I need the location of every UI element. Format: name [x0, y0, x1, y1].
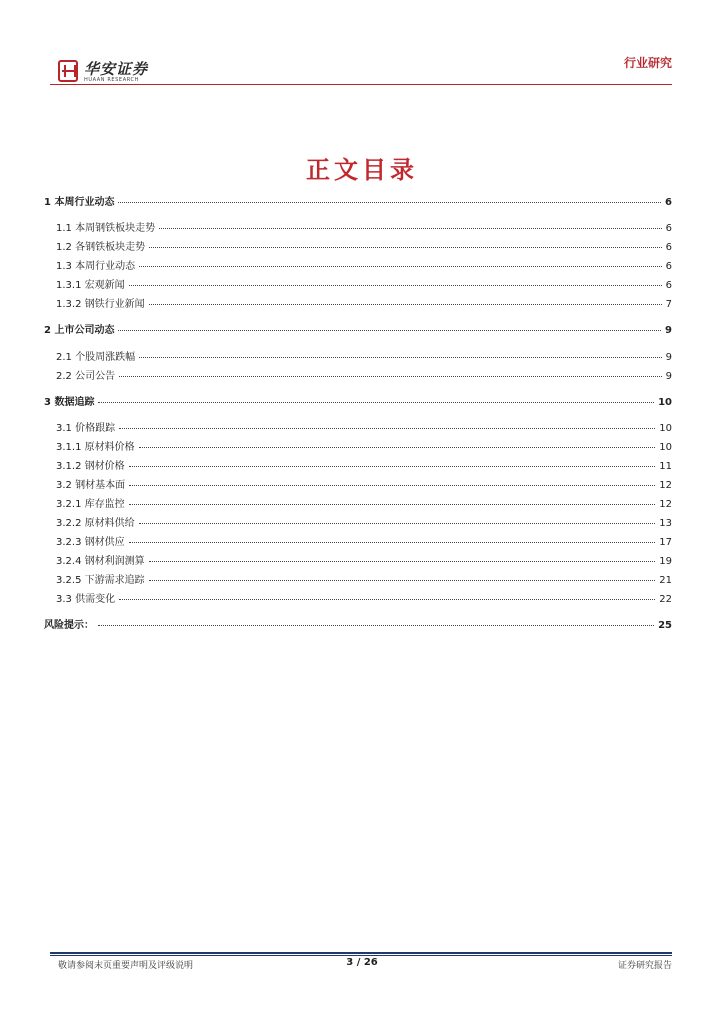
toc-entry-label: 3.2.5 下游需求追踪 [56, 575, 145, 586]
toc-entry[interactable] [44, 325, 672, 337]
toc-entry[interactable] [56, 480, 672, 492]
toc-entry-page: 6 [665, 261, 672, 272]
toc-entry[interactable] [56, 442, 672, 454]
toc-entry-label: 3.2.3 钢材供应 [56, 537, 125, 548]
toc-entry-page: 6 [665, 242, 672, 253]
toc-entry-label: 3.2.2 原材料供给 [56, 518, 135, 529]
toc-entry-page: 9 [665, 371, 672, 382]
toc-leader-dots [129, 466, 656, 467]
toc-leader-dots [98, 625, 654, 626]
toc-leader-dots [129, 485, 655, 486]
toc-entry-label: 1.1 本周钢铁板块走势 [56, 223, 156, 234]
toc-entry[interactable] [56, 280, 672, 292]
toc-entry-page: 25 [658, 620, 672, 631]
toc-leader-dots [139, 523, 656, 524]
toc-entry[interactable] [56, 352, 672, 364]
toc-entry-page: 9 [665, 352, 672, 363]
toc-leader-dots [149, 580, 656, 581]
toc-entry[interactable] [56, 423, 672, 435]
toc-entry[interactable] [56, 499, 672, 511]
toc-entry-page: 7 [665, 299, 672, 310]
toc-entry[interactable] [56, 518, 672, 530]
toc-entry-page: 6 [665, 197, 672, 208]
report-type: 行业研究 [623, 56, 672, 70]
toc-leader-dots [129, 285, 662, 286]
toc-entry-page: 9 [665, 325, 672, 336]
toc-entry-page: 10 [659, 423, 672, 434]
toc-leader-dots [118, 330, 661, 331]
toc-leader-dots [149, 247, 662, 248]
toc-leader-dots [129, 504, 656, 505]
toc-entry-label: 2 上市公司动态 [44, 325, 115, 336]
toc-entry[interactable] [56, 594, 672, 606]
toc-entry-page: 6 [665, 280, 672, 291]
company-logo [58, 58, 198, 90]
toc-entry-label: 3.2 钢材基本面 [56, 480, 126, 491]
toc-entry[interactable] [56, 299, 672, 311]
toc-entry-page: 17 [659, 537, 672, 548]
toc-entry-page: 10 [658, 397, 672, 408]
toc-leader-dots [139, 447, 656, 448]
logo-subtitle: HUAAN RESEARCH [84, 77, 139, 83]
toc-entry[interactable] [44, 197, 672, 209]
footer-disclaimer: 敬请参阅末页重要声明及评级说明 [58, 961, 194, 971]
logo-name: 华安证券 [84, 60, 149, 78]
toc-leader-dots [139, 266, 662, 267]
toc-leader-dots [119, 599, 655, 600]
toc-entry-page: 12 [659, 499, 672, 510]
footer-report-label: 证券研究报告 [617, 961, 672, 971]
toc-entry-label: 3.3 供需变化 [56, 594, 116, 605]
toc-entry-label: 3.1 价格跟踪 [56, 423, 116, 434]
toc-entry[interactable] [56, 223, 672, 235]
toc-entry-label: 1.3.1 宏观新闻 [56, 280, 125, 291]
toc-leader-dots [149, 561, 656, 562]
toc-title: 正文目录 [306, 155, 418, 184]
toc-entry-page: 12 [659, 480, 672, 491]
toc-entry-label: 3.2.4 钢材利润测算 [56, 556, 145, 567]
toc-entry-label: 3.1.1 原材料价格 [56, 442, 135, 453]
toc-entry-page: 6 [665, 223, 672, 234]
toc-entry-label: 风险提示： [44, 620, 94, 631]
toc-entry-page: 11 [659, 461, 672, 472]
toc-entry[interactable] [44, 620, 672, 632]
toc-entry-page: 13 [659, 518, 672, 529]
toc-entry-label: 2.2 公司公告 [56, 371, 116, 382]
toc-entry-label: 1.3 本周行业动态 [56, 261, 136, 272]
logo-seal-icon [58, 60, 78, 82]
toc-leader-dots [118, 202, 661, 203]
toc-entry[interactable] [56, 575, 672, 587]
toc-entry[interactable] [56, 461, 672, 473]
toc-entry-page: 19 [659, 556, 672, 567]
toc-entry-page: 10 [659, 442, 672, 453]
toc-entry-label: 1.2 各钢铁板块走势 [56, 242, 146, 253]
toc-entry[interactable] [56, 537, 672, 549]
footer-divider-thin [50, 955, 672, 956]
header-divider [50, 84, 672, 85]
toc-leader-dots [98, 402, 654, 403]
page-header [0, 0, 724, 100]
toc-entry[interactable] [56, 556, 672, 568]
toc-entry[interactable] [56, 371, 672, 383]
toc-entry-page: 22 [659, 594, 672, 605]
toc-leader-dots [149, 304, 662, 305]
toc-leader-dots [119, 428, 655, 429]
toc-leader-dots [119, 376, 662, 377]
toc-entry-page: 21 [659, 575, 672, 586]
footer-divider [50, 952, 672, 954]
toc-leader-dots [139, 357, 662, 358]
toc-entry[interactable] [56, 242, 672, 254]
toc-entry-label: 3.2.1 库存监控 [56, 499, 125, 510]
toc-entry[interactable] [44, 397, 672, 409]
toc-entry-label: 1 本周行业动态 [44, 197, 115, 208]
toc-entry-label: 3 数据追踪 [44, 397, 95, 408]
toc-leader-dots [129, 542, 656, 543]
page-number: 3 / 26 [346, 957, 378, 968]
toc-entry-label: 3.1.2 钢材价格 [56, 461, 125, 472]
toc-entry-label: 1.3.2 钢铁行业新闻 [56, 299, 145, 310]
toc-leader-dots [159, 228, 662, 229]
toc-entry[interactable] [56, 261, 672, 273]
toc-entry-label: 2.1 个股周涨跌幅 [56, 352, 136, 363]
